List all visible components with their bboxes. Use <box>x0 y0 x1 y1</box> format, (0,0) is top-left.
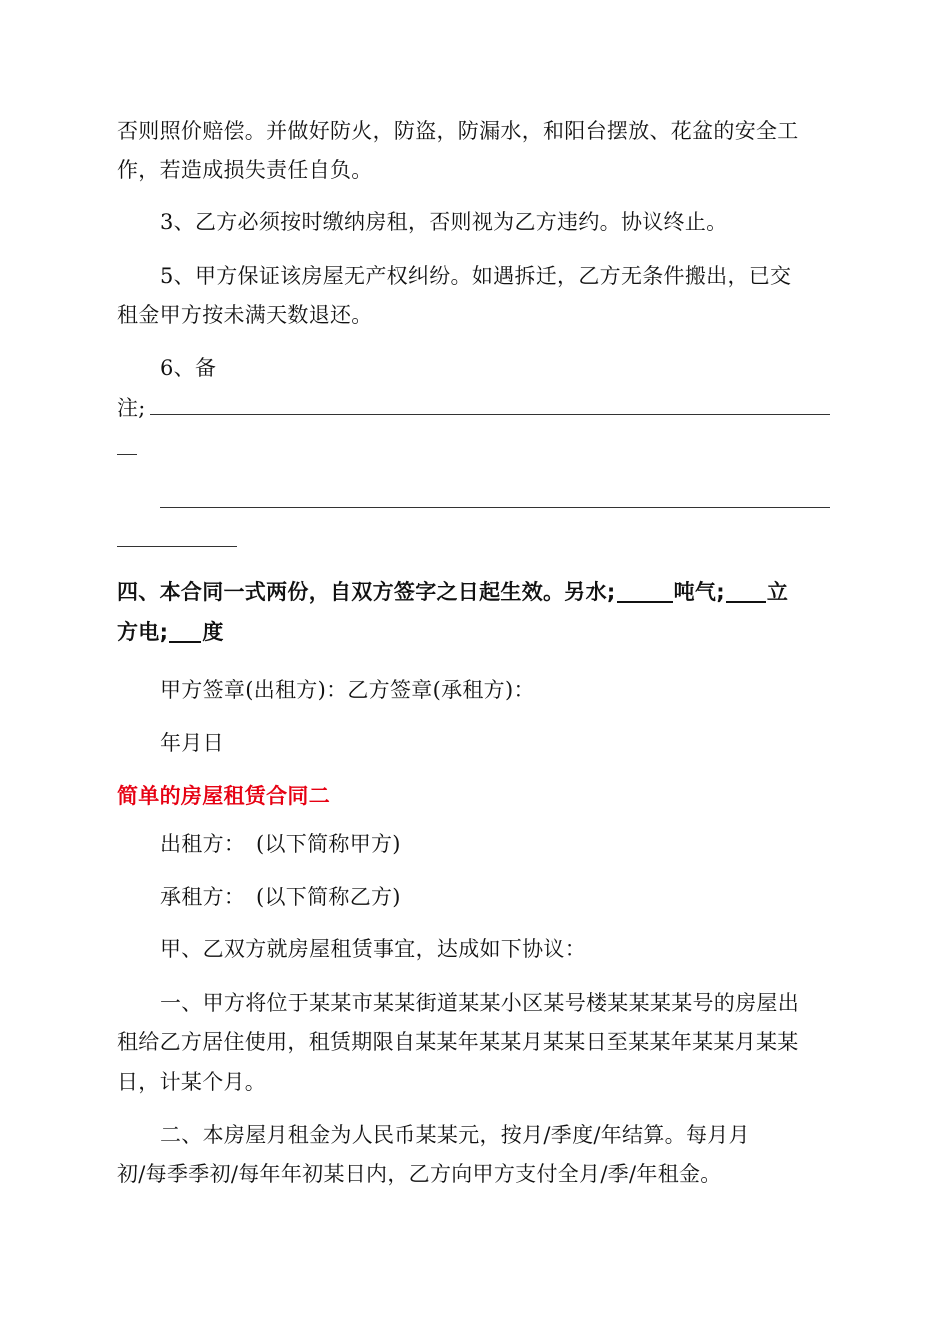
clause-4-line2 <box>117 618 224 646</box>
note-blank-line <box>150 414 830 415</box>
paragraph-line: 否则照价赔偿。并做好防火，防盗，防漏水，和阳台摆放、花盆的安全工 <box>117 119 799 143</box>
section-heading: 简单的房屋租赁合同二 <box>117 784 330 808</box>
electricity-blank <box>169 619 201 643</box>
gas-blank <box>726 579 766 603</box>
article-2-line1: 二、本房屋月租金为人民币某某元，按月/季度/年结算。每月月 <box>160 1123 750 1147</box>
clause-4-line1 <box>117 578 788 606</box>
note-blank-line-continued <box>117 454 137 455</box>
lessor-line: 出租方： (以下简称甲方) <box>160 832 401 856</box>
signature-parties: 甲方签章(出租方)：乙方签章(承租方)： <box>160 678 535 702</box>
clause-3: 3、乙方必须按时缴纳房租，否则视为乙方违约。协议终止。 <box>160 210 728 234</box>
paragraph-line: 作，若造成损失责任自负。 <box>117 158 373 182</box>
clause-5-line2: 租金甲方按未满天数退还。 <box>117 303 373 327</box>
signature-date: 年月日 <box>160 731 224 755</box>
article-1-line1: 一、甲方将位于某某市某某街道某某小区某号楼某某某某号的房屋出 <box>160 991 799 1015</box>
clause-4-text-e: 度 <box>202 620 224 644</box>
article-2-line2: 初/每季季初/每年年初某日内，乙方向甲方支付全月/季/年租金。 <box>117 1162 722 1186</box>
clause-5-line1: 5、甲方保证该房屋无产权纠纷。如遇拆迁，乙方无条件搬出，已交 <box>160 264 792 288</box>
water-blank <box>617 579 673 603</box>
article-1-line2: 租给乙方居住使用，租赁期限自某某年某某月某某日至某某年某某月某某 <box>117 1030 799 1054</box>
lessee-line: 承租方： (以下简称乙方) <box>160 885 401 909</box>
clause-4-text-c: 立 <box>766 580 789 604</box>
clause-4-text-b: 吨气; <box>673 580 725 604</box>
clause-4-text-d: 方电; <box>117 620 169 644</box>
clause-6-label: 6、备 <box>160 356 217 380</box>
agreement-intro: 甲、乙双方就房屋租赁事宜，达成如下协议： <box>160 937 586 961</box>
note-blank-line-2-continued <box>117 546 237 547</box>
article-1-line3: 日，计某个月。 <box>117 1070 267 1094</box>
clause-4-text-a: 四、本合同一式两份，自双方签字之日起生效。另水; <box>117 580 616 604</box>
clause-6-note-label: 注; <box>117 396 146 420</box>
note-blank-line-2 <box>160 507 830 508</box>
